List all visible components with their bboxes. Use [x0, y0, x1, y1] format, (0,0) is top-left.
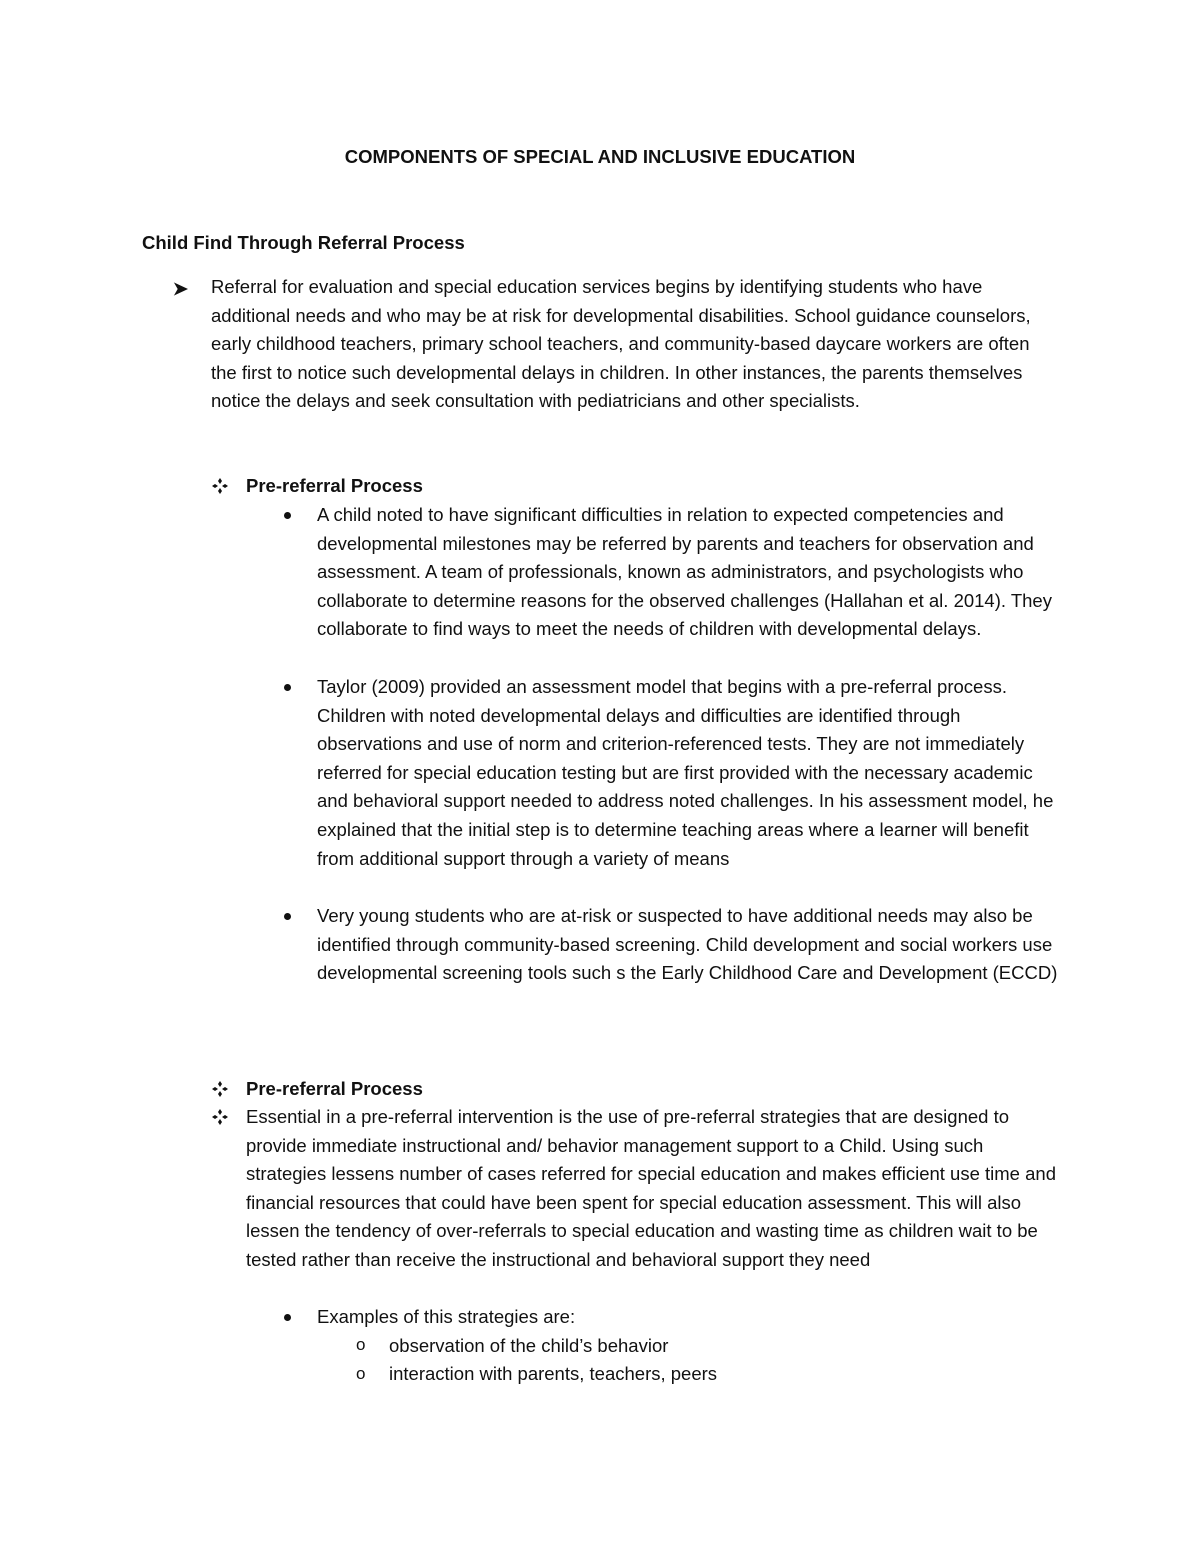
example-item-1: observation of the child’s behavior — [389, 1335, 669, 1356]
subsection-2-heading: Pre-referral Process — [246, 1078, 423, 1099]
filled-circle-bullet-icon — [284, 684, 291, 691]
four-diamond-bullet-icon — [212, 1109, 228, 1125]
hollow-circle-bullet-icon: o — [356, 1335, 366, 1354]
document-title: COMPONENTS OF SPECIAL AND INCLUSIVE EDUCATION — [344, 146, 856, 167]
subsection-1-heading: Pre-referral Process — [246, 475, 423, 496]
four-diamond-bullet-icon — [212, 478, 228, 494]
filled-circle-bullet-icon — [284, 913, 291, 920]
arrowhead-bullet-icon — [171, 279, 191, 299]
four-diamond-bullet-icon — [212, 1081, 228, 1097]
examples-label: Examples of this strategies are: — [317, 1306, 576, 1327]
subsection-2-paragraph: Essential in a pre-referral intervention is the use of pre-referral strategies that are designed to provide immediate instructional and/ behavior management support to a Child. Using such strategies lessens number of cases referred for special education and makes efficient use time and financial resources that could have been spent for special education assessment. This will also lessen the tendency of over-referrals to special education and wasting time as children wait to be tested rather than receive the instructional and behavioral support they need — [246, 1106, 1056, 1270]
subsection-1-bullet-1: A child noted to have significant difficulties in relation to expected competencies and developmental milestones may be referred by parents and teachers for observation and assessment. A team of professionals, known as administrators, and psychologists who collaborate to determine reasons for the observed challenges (Hallahan et al. 2014). They collaborate to find ways to meet the needs of children with developmental delays. — [317, 504, 1052, 640]
intro-paragraph: Referral for evaluation and special education services begins by identifying students who have additional needs and who may be at risk for developmental disabilities. School guidance counselors, early childhood teachers, primary school teachers, and community-based daycare workers are often the first to notice such developmental delays in children. In other instances, the parents themselves notice the delays and seek consultation with pediatricians and other specialists. — [211, 276, 1031, 412]
hollow-circle-bullet-icon: o — [356, 1364, 366, 1383]
subsection-1-bullet-3: Very young students who are at-risk or suspected to have additional needs may also be identified through community-based screening. Child development and social workers use developmental screening tools such s the Early Childhood Care and Development (ECCD) — [317, 905, 1058, 984]
subsection-1-bullet-2: Taylor (2009) provided an assessment model that begins with a pre-referral process. Children with noted developmental delays and difficulties are identified through observations and use of norm and criterion-referenced tests. They are not immediately referred for special education testing but are first provided with the necessary academic and behavioral support needed to address noted challenges. In his assessment model, he explained that the initial step is to determine teaching areas where a learner will benefit from additional support through a variety of means — [317, 676, 1054, 869]
filled-circle-bullet-icon — [284, 512, 291, 519]
example-item-2: interaction with parents, teachers, peers — [389, 1363, 718, 1384]
filled-circle-bullet-icon — [284, 1314, 291, 1321]
section-heading: Child Find Through Referral Process — [142, 232, 465, 253]
